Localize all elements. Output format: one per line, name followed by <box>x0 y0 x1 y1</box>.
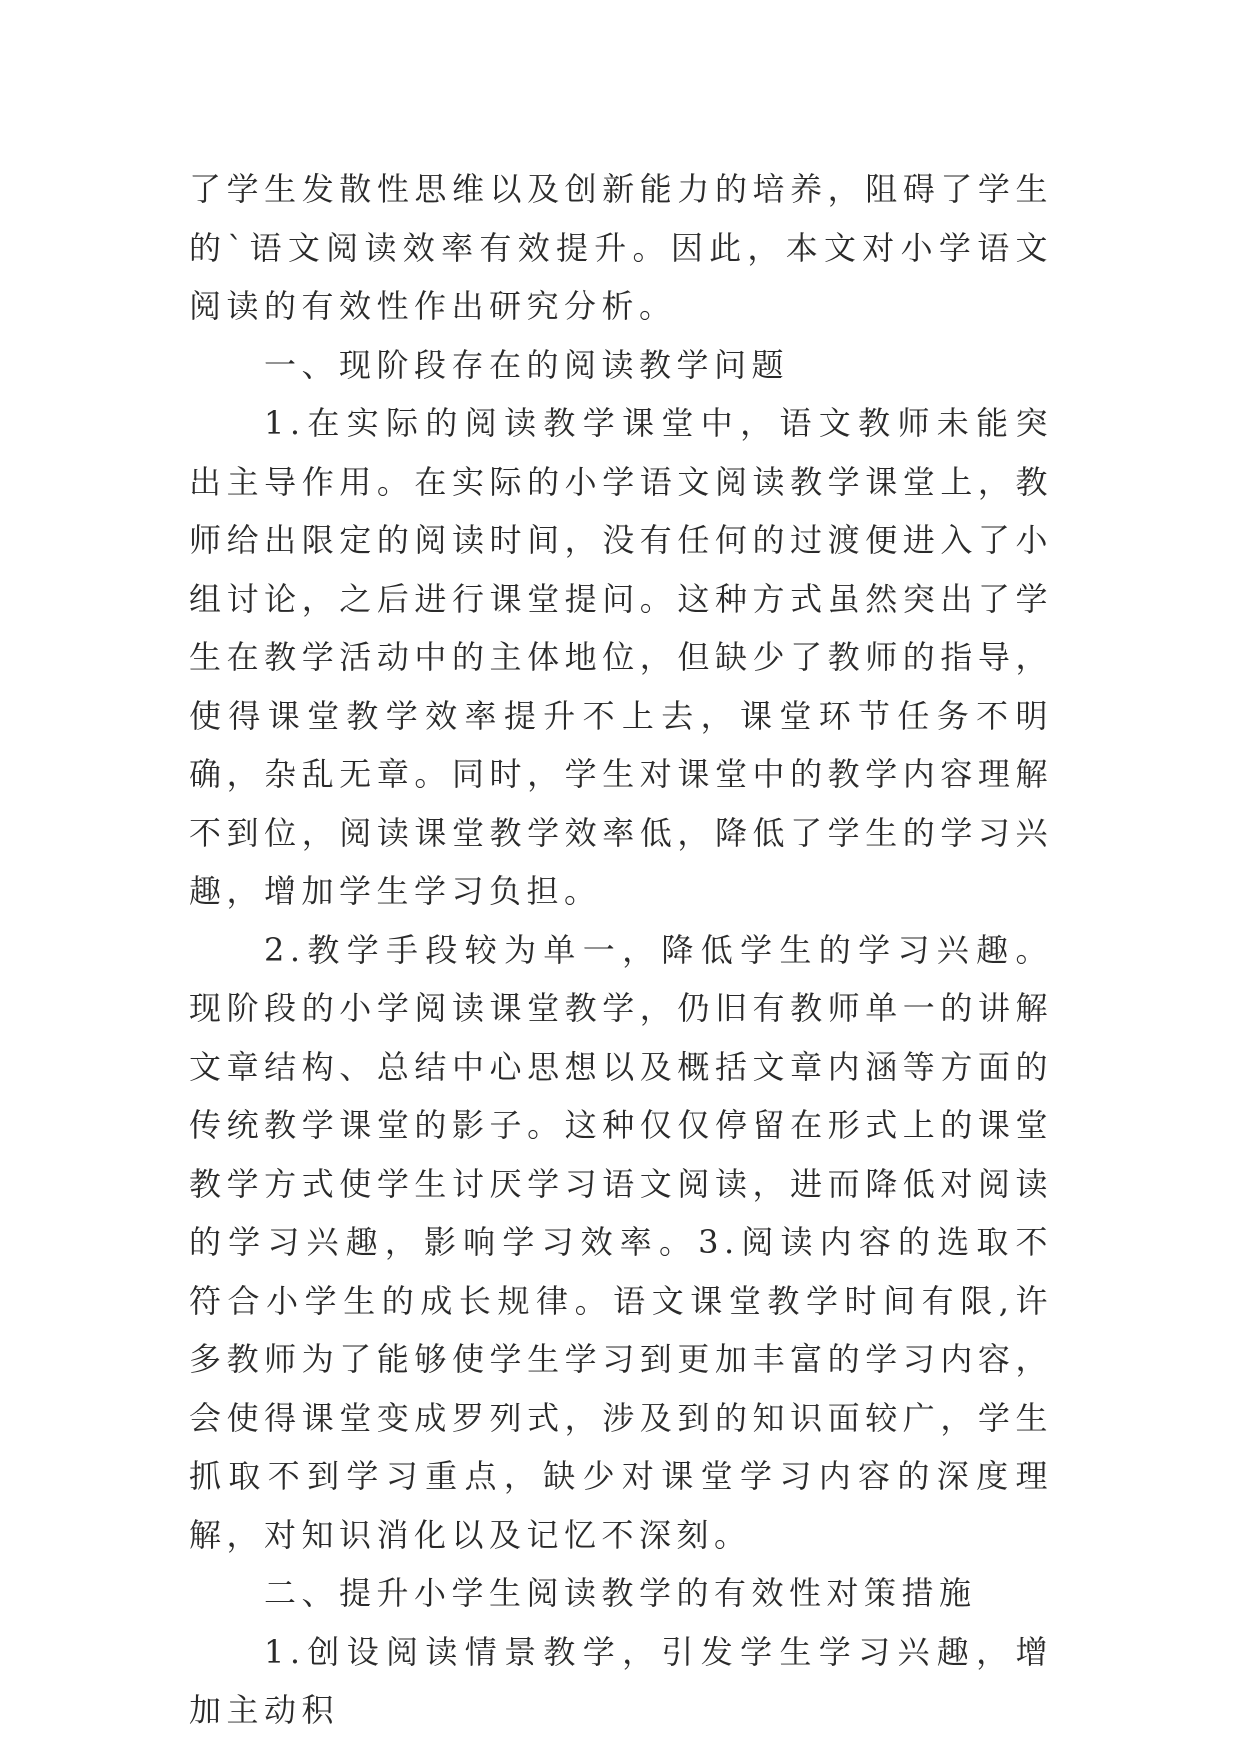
paragraph-problem-1: 1.在实际的阅读教学课堂中，语文教师未能突出主导作用。在实际的小学语文阅读教学课堂上，教师给出限定的阅读时间，没有任何的过渡便进入了小组讨论，之后进行课堂提问。这种方式虽然突出了学生在教学活动中的主体地位，但缺少了教师的指导，使得课堂教学效率提升不上去，课堂环节任务不明确，杂乱无章。同时，学生对课堂中的教学内容理解不到位，阅读课堂教学效率低，降低了学生的学习兴趣，增加学生学习负担。 <box>189 404 1053 910</box>
paragraph-measure-1: 1.创设阅读情景教学，引发学生学习兴趣，增加主动积 <box>189 1632 1053 1729</box>
section-heading-problems: 一、现阶段存在的阅读教学问题 <box>264 345 790 384</box>
section-heading-measures: 二、提升小学生阅读教学的有效性对策措施 <box>264 1574 977 1612</box>
paragraph-problem-2-3: 2.教学手段较为单一，降低学生的学习兴趣。现阶段的小学阅读课堂教学，仍旧有教师单一的讲解文章结构、总结中心思想以及概括文章内涵等方面的传统教学课堂的影子。这种仅仅停留在形式上的课堂教学方式使学生讨厌学习语文阅读，进而降低对阅读的学习兴趣，影响学习效率。3.阅读内容的选取不符合小学生的成长规律。语文课堂教学时间有限,许多教师为了能够使学生学习到更加丰富的学习内容，会使得课堂变成罗列式，涉及到的知识面较广，学生抓取不到学习重点，缺少对课堂学习内容的深度理解，对知识消化以及记忆不深刻。 <box>189 930 1053 1554</box>
paragraph-intro-continuation: 了学生发散性思维以及创新能力的培养，阻碍了学生的`语文阅读效率有效提升。因此，本文对小学语文阅读的有效性作出研究分析。 <box>189 170 1053 325</box>
document-body <box>189 160 1053 1740</box>
